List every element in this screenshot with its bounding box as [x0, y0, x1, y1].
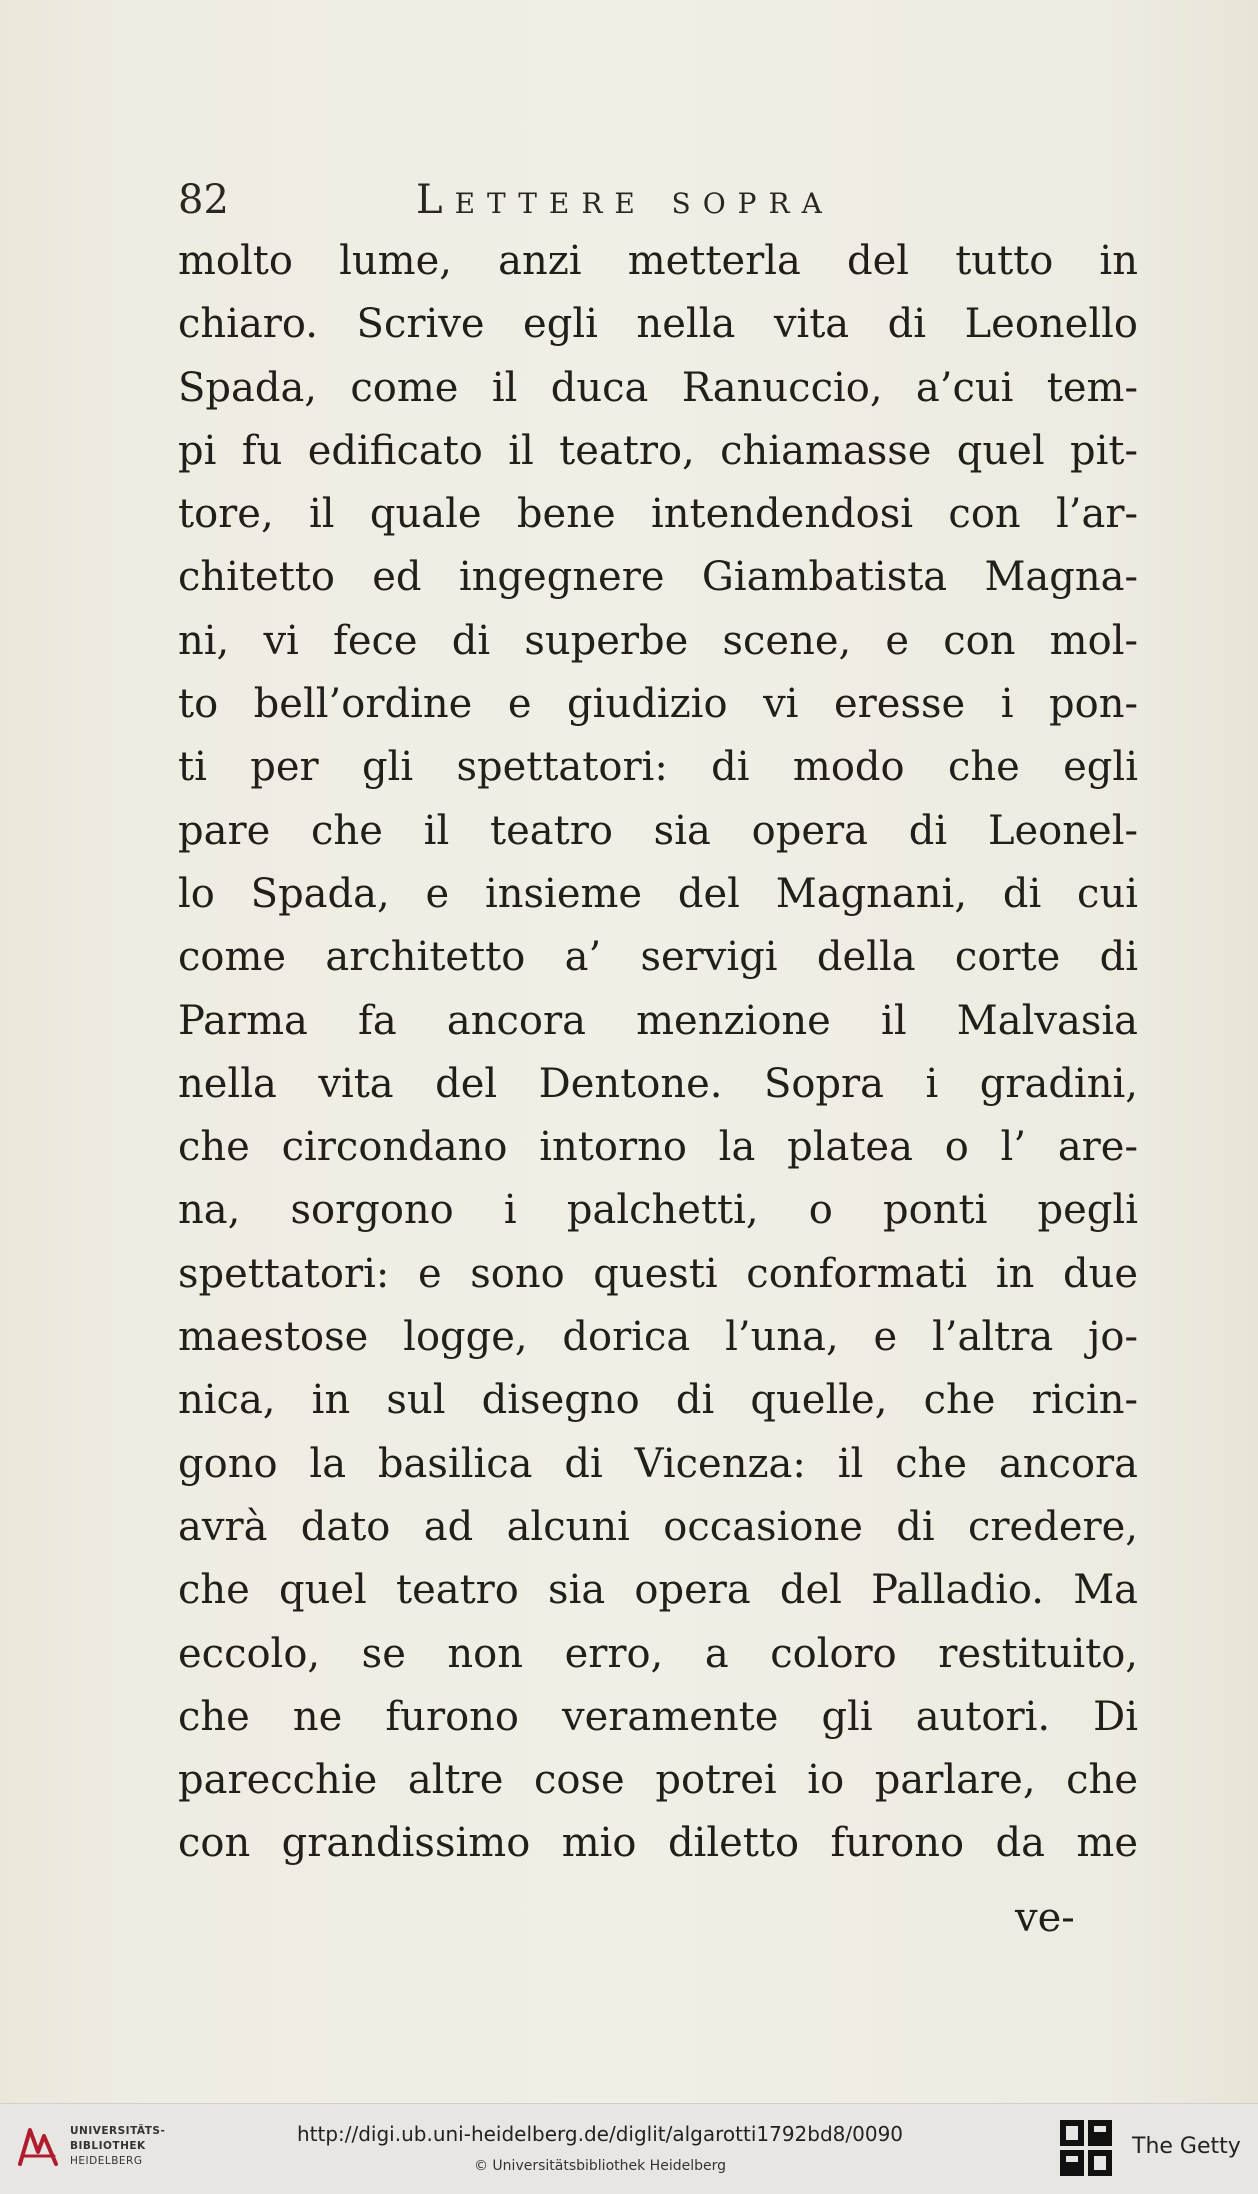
text-line: chitetto ed ingegnere Giambatista Magna-	[178, 554, 1138, 601]
text-line: gono la basilica di Vicenza: il che ancora	[178, 1440, 1138, 1487]
text-line: che ne furono veramente gli autori. Di	[178, 1693, 1138, 1740]
text-line: maestose logge, dorica l’una, e l’altra jo-	[178, 1314, 1138, 1361]
text-line: ni, vi fece di superbe scene, e con mol-	[178, 617, 1138, 664]
text-line: con grandissimo mio diletto furono da me	[178, 1820, 1138, 1867]
text-line: che circondano intorno la platea o l’ are-	[178, 1124, 1138, 1171]
text-line: come architetto a’ servigi della corte di	[178, 934, 1138, 981]
body-text	[178, 230, 1138, 1876]
text-line: nica, in sul disegno di quelle, che ricin-	[178, 1377, 1138, 1424]
running-title: Lettere sopra	[416, 177, 834, 223]
text-line: che quel teatro sia opera del Palladio. Ma	[178, 1567, 1138, 1614]
university-library-logo-icon	[14, 2122, 64, 2172]
text-line: pare che il teatro sia opera di Leonel-	[178, 807, 1138, 854]
viewer-footer	[0, 2103, 1258, 2194]
text-line: nella vita del Dentone. Sopra i gradini,	[178, 1060, 1138, 1107]
getty-name: The Getty	[1132, 2134, 1241, 2159]
text-line: lo Spada, e insieme del Magnani, di cui	[178, 870, 1138, 917]
text-line: spettatori: e sono questi conformati in due	[178, 1250, 1138, 1297]
text-line: ti per gli spettatori: di modo che egli	[178, 744, 1138, 791]
text-line: eccolo, se non erro, a coloro restituito,	[178, 1630, 1138, 1677]
text-line: tore, il quale bene intendendosi con l’ar-	[178, 491, 1138, 538]
text-line: to bell’ordine e giudizio vi eresse i pon-	[178, 681, 1138, 728]
copyright-notice: © Universitätsbibliothek Heidelberg	[473, 2158, 726, 2174]
institution-line: BIBLIOTHEK	[70, 2140, 146, 2152]
text-line: Parma fa ancora menzione il Malvasia	[178, 997, 1138, 1044]
institution-line: HEIDELBERG	[70, 2155, 143, 2167]
text-line: avrà dato ad alcuni occasione di credere,	[178, 1503, 1138, 1550]
text-line: Spada, come il duca Ranuccio, a’cui tem-	[178, 364, 1138, 411]
page-header	[178, 170, 1138, 230]
university-library-name	[70, 2124, 165, 2169]
page-number: 82	[178, 177, 229, 223]
text-line: molto lume, anzi metterla del tutto in	[178, 238, 1138, 284]
text-line: chiaro. Scrive egli nella vita di Leonello	[178, 301, 1138, 348]
text-line: parecchie altre cose potrei io parlare, che	[178, 1757, 1138, 1804]
text-line: pi fu edificato il teatro, chiamasse quel pit-	[178, 427, 1138, 474]
catchword: ve-	[1015, 1895, 1075, 1941]
institution-line: UNIVERSITÄTS-	[70, 2125, 166, 2137]
getty-logo-icon	[1058, 2118, 1114, 2180]
text-line: na, sorgono i palchetti, o ponti pegli	[178, 1187, 1138, 1234]
permalink-url[interactable]: http://digi.ub.uni-heidelberg.de/diglit/algarotti1792bd8/0090	[296, 2122, 904, 2146]
